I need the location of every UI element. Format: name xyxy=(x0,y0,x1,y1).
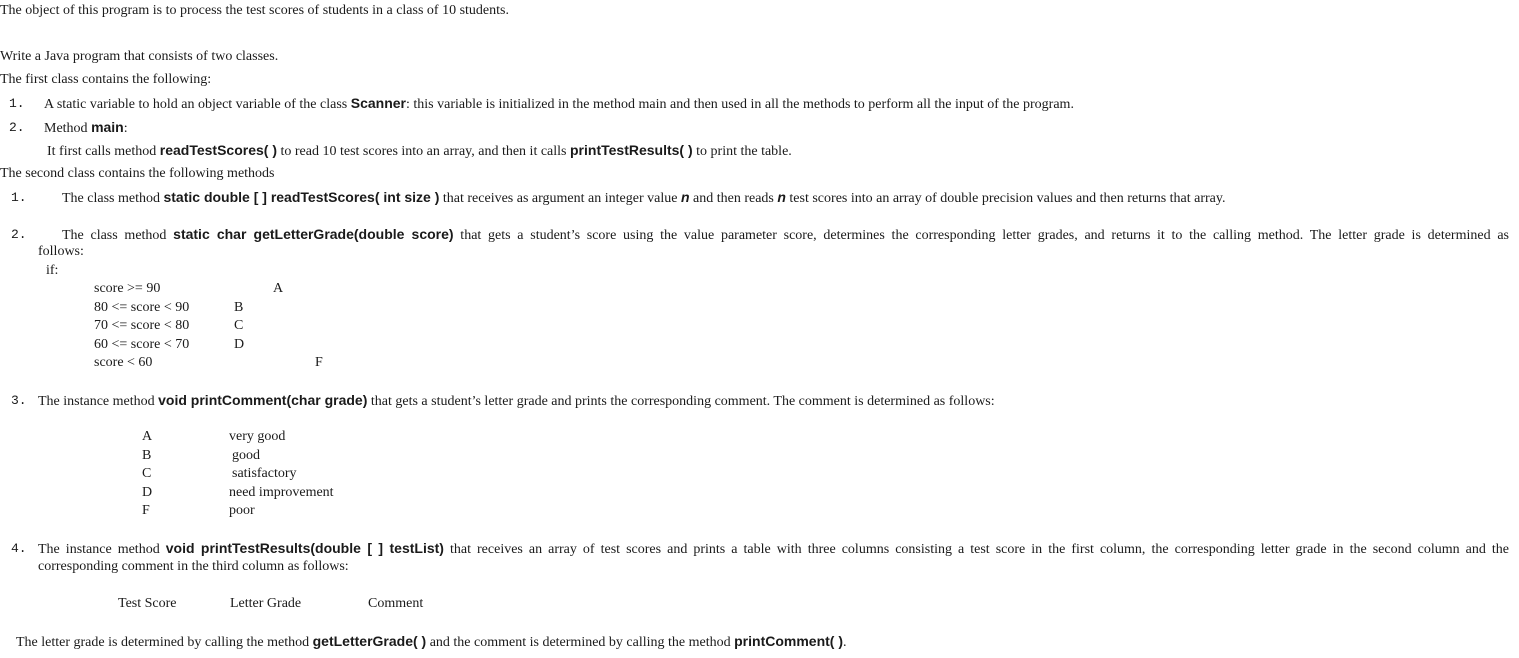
comment-grade: C xyxy=(142,466,152,481)
list-number: 4. xyxy=(11,541,27,556)
comment-text: poor xyxy=(229,503,255,518)
header-letter-grade: Letter Grade xyxy=(230,596,302,611)
code-main: main xyxy=(91,119,124,135)
first-class-heading: The first class contains the following: xyxy=(0,72,212,87)
first-class-item-2: Method main: xyxy=(44,119,128,136)
comment-grade: B xyxy=(142,448,152,463)
header-test-score: Test Score xyxy=(118,596,177,611)
code-get-letter-grade-signature: static char getLetterGrade(double score) xyxy=(173,226,454,242)
second-class-item-2: The class method static char getLetterGrade(double score) that gets a student’s score using the value parameter score, determines the corresponding letter grades, and returns it to the calling method. The letter grade is determined as xyxy=(62,226,1509,243)
comment-text: good xyxy=(232,448,260,463)
list-number: 2. xyxy=(11,227,27,242)
rule-grade: A xyxy=(273,281,284,296)
item-4-continuation: corresponding comment in the third column as follows: xyxy=(38,559,349,574)
write-line: Write a Java program that consists of two classes. xyxy=(0,49,279,64)
code-read-test-scores-signature: static double [ ] readTestScores( int size ) xyxy=(163,189,440,205)
header-comment: Comment xyxy=(368,596,424,611)
code-scanner: Scanner xyxy=(350,95,406,111)
code-print-test-results-signature: void printTestResults(double [ ] testList) xyxy=(165,540,444,556)
list-number: 1. xyxy=(11,190,27,205)
second-class-heading: The second class contains the following methods xyxy=(0,166,275,181)
rule-condition: 80 <= score < 90 xyxy=(94,300,190,315)
code-print-test-results: printTestResults( ) xyxy=(570,142,693,158)
list-number: 2. xyxy=(9,120,25,135)
second-class-item-4: The instance method void printTestResults(double [ ] testList) that receives an array of test scores and prints a table with three columns consisting a test score in the first column, the corresponding letter grade in the second column and the xyxy=(38,540,1509,557)
footer-text: The letter grade is determined by calling the method getLetterGrade( ) and the comment is determined by calling the method printComment( ). xyxy=(16,633,847,650)
rule-grade: D xyxy=(234,337,245,352)
list-number: 3. xyxy=(11,393,27,408)
follows-label: follows: xyxy=(38,244,84,259)
rule-grade: C xyxy=(234,318,244,333)
if-label: if: xyxy=(46,263,59,278)
rule-condition: 70 <= score < 80 xyxy=(94,318,190,333)
second-class-item-1: The class method static double [ ] readTestScores( int size ) that receives as argument an integer value n and then reads n test scores into an array of double precision values and then returns that array. xyxy=(62,189,1226,206)
rule-grade: F xyxy=(315,355,323,370)
comment-grade: A xyxy=(142,429,153,444)
comment-text: satisfactory xyxy=(232,466,297,481)
code-read-test-scores: readTestScores( ) xyxy=(159,142,277,158)
code-print-comment-signature: void printComment(char grade) xyxy=(158,392,368,408)
second-class-item-3: The instance method void printComment(char grade) that gets a student’s letter grade and prints the corresponding comment. The comment is determined as follows: xyxy=(38,392,995,409)
code-get-letter-grade: getLetterGrade( ) xyxy=(312,633,427,649)
list-number: 1. xyxy=(9,96,25,111)
rule-grade: B xyxy=(234,300,244,315)
rule-condition: score < 60 xyxy=(94,355,153,370)
comment-text: very good xyxy=(229,429,286,444)
main-description: It first calls method readTestScores( ) to read 10 test scores into an array, and then it calls printTestResults( ) to print the table. xyxy=(47,142,792,159)
comment-grade: F xyxy=(142,503,150,518)
code-print-comment: printComment( ) xyxy=(734,633,844,649)
first-class-item-1: A static variable to hold an object variable of the class Scanner: this variable is initialized in the method main and then used in all the methods to perform all the input of the program. xyxy=(44,95,1074,112)
rule-condition: score >= 90 xyxy=(94,281,161,296)
rule-condition: 60 <= score < 70 xyxy=(94,337,190,352)
comment-text: need improvement xyxy=(229,485,334,500)
comment-grade: D xyxy=(142,485,153,500)
intro-text: The object of this program is to process the test scores of students in a class of 10 students. xyxy=(0,3,509,18)
